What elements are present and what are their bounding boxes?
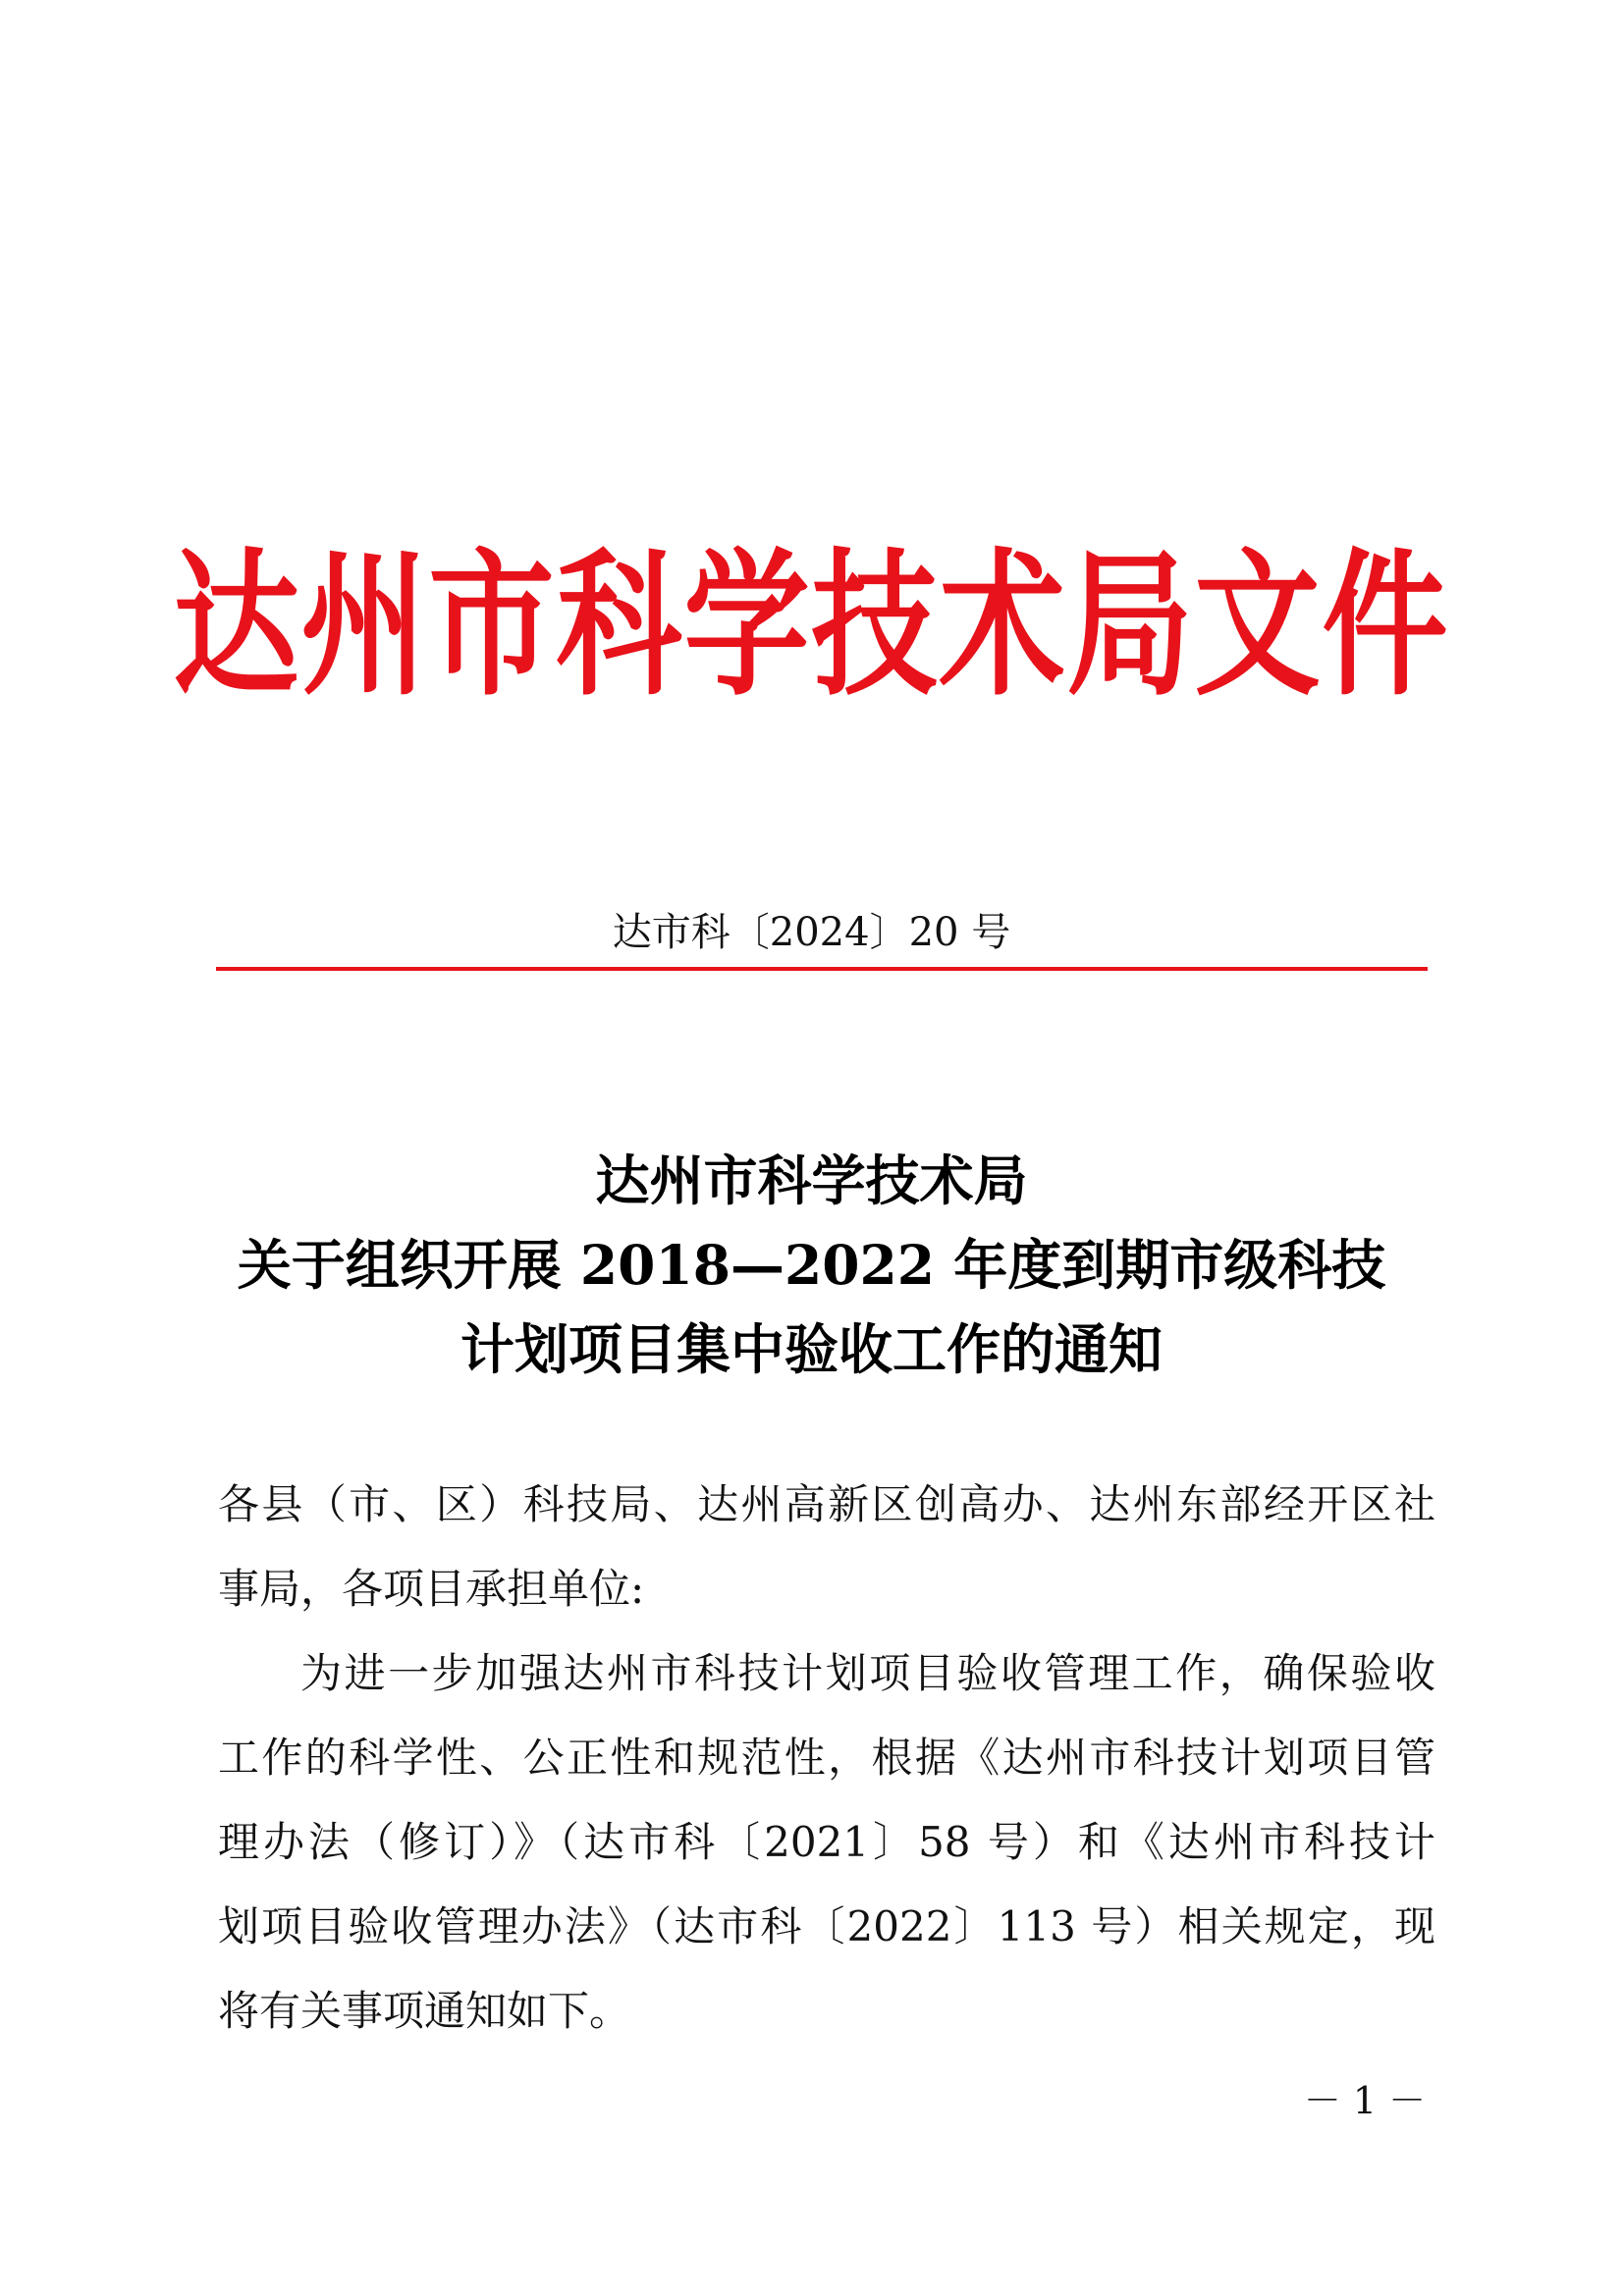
title-line-subject: 关于组织开展 2018—2022 年度到期市级科技 xyxy=(237,1233,1386,1297)
document-body xyxy=(218,1463,1435,2054)
paragraph-line: 划项目验收管理办法》（达市科〔2022〕113 号）相关规定，现 xyxy=(218,1902,1435,1950)
addressee-line: 事局，各项目承担单位: xyxy=(218,1565,645,1613)
page-number: － 1 － xyxy=(1303,2079,1427,2122)
title-line-issuer: 达州市科学技术局 xyxy=(595,1148,1028,1212)
addressee-line: 各县（市、区）科技局、达州高新区创高办、达州东部经开区社 xyxy=(218,1480,1435,1528)
paragraph-line: 理办法（修订）》（达市科〔2021〕58 号）和《达州市科技计 xyxy=(218,1818,1435,1866)
paragraph-line: 将有关事项通知如下。 xyxy=(218,1987,631,2035)
paragraph-line: 为进一步加强达州市科技计划项目验收管理工作，确保验收 xyxy=(300,1649,1435,1697)
red-divider-line xyxy=(216,967,1428,971)
title-line-subject-continued: 计划项目集中验收工作的通知 xyxy=(460,1317,1163,1381)
document-number: 达市科〔2024〕20 号 xyxy=(612,910,1011,955)
document-masthead: 达州市科学技术局文件 xyxy=(173,535,1450,719)
paragraph-line: 工作的科学性、公正性和规范性，根据《达州市科技计划项目管 xyxy=(218,1734,1435,1782)
document-title xyxy=(147,1139,1476,1392)
